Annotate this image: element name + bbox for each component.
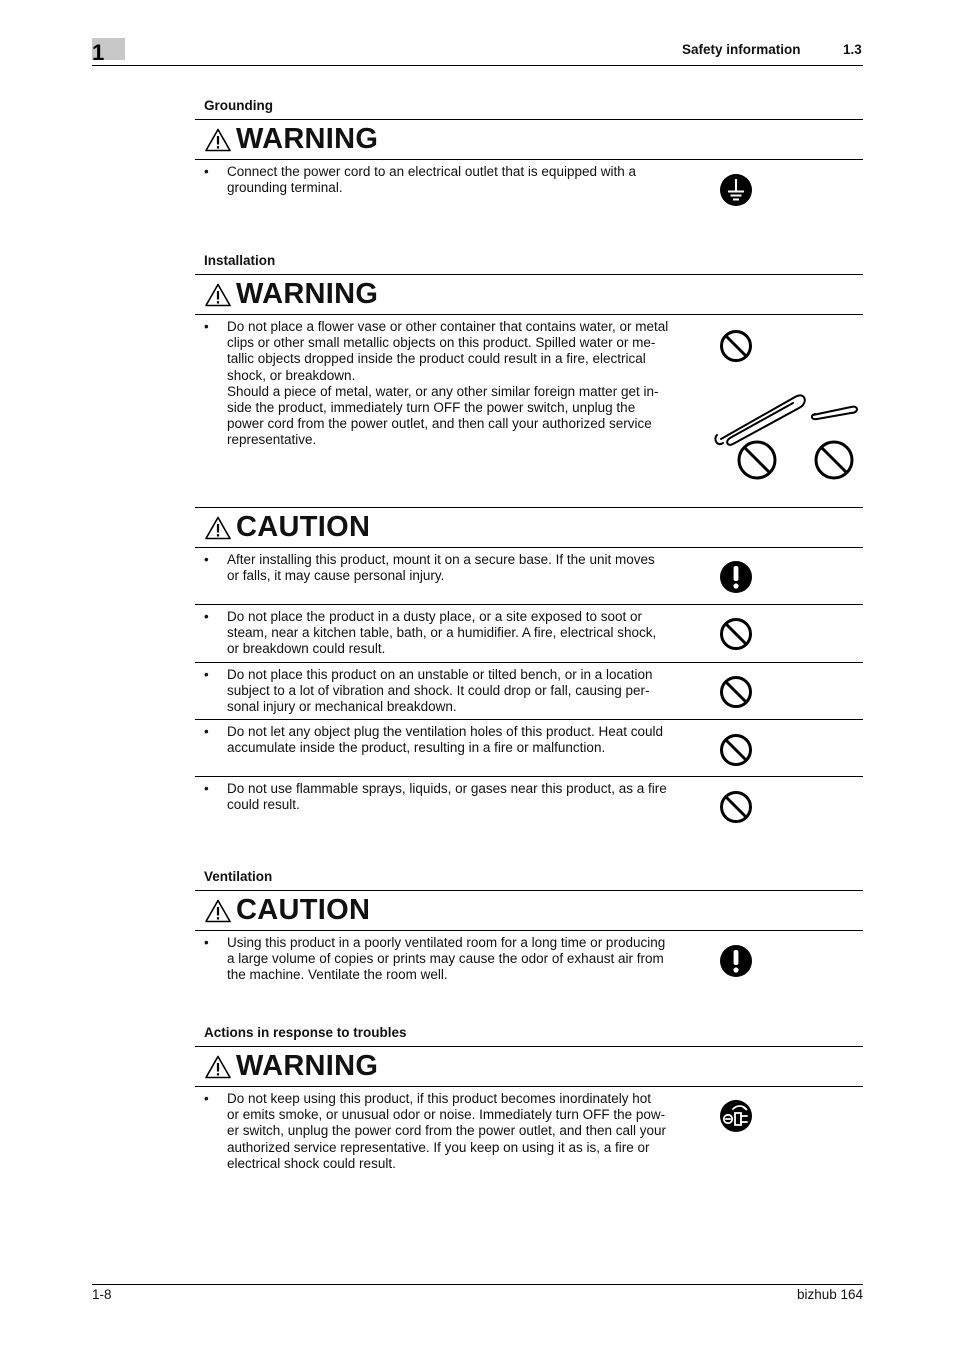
chapter-number: 1: [92, 40, 105, 65]
mandatory-action-icon: [719, 560, 753, 594]
caution-label: CAUTION: [236, 894, 371, 926]
prohibited-icon: [719, 617, 753, 651]
caution-triangle-icon: [205, 899, 231, 923]
header-section-number: 1.3: [843, 42, 862, 57]
product-name: bizhub 164: [796, 1287, 863, 1302]
bullet: •: [204, 319, 209, 334]
unplug-power-icon: [719, 1099, 753, 1133]
caution-header: [195, 507, 863, 548]
ventilation-caution-box: [195, 890, 863, 1001]
ventilation-heading: Ventilation: [204, 869, 273, 884]
installation-warning-box: [195, 274, 863, 505]
grounding-heading: Grounding: [204, 98, 273, 113]
item-text: Do not let any object plug the ventilation holes of this product. Heat could accumulate inside the product, resulting in a fire or malfunction.: [227, 724, 664, 756]
mandatory-action-icon: [719, 944, 753, 978]
warning-triangle-icon: [205, 1055, 231, 1079]
grounding-warning-box: [195, 119, 863, 230]
header-rule: [92, 65, 863, 66]
warning-header: [195, 1046, 863, 1087]
warning-triangle-icon: [205, 128, 231, 152]
bullet: •: [204, 552, 209, 567]
prohibited-icon: [719, 329, 753, 363]
bullet: •: [204, 781, 209, 796]
prohibited-icon: [719, 733, 753, 767]
caution-triangle-icon: [205, 516, 231, 540]
item-text: Connect the power cord to an electrical outlet that is equipped with a grounding terminal.: [227, 164, 636, 196]
list-item: [195, 605, 863, 663]
troubles-warning-box: [195, 1046, 863, 1187]
troubles-heading: Actions in response to troubles: [204, 1025, 407, 1040]
list-item: [195, 663, 863, 720]
bullet: •: [204, 667, 209, 682]
item-text: Using this product in a poorly ventilated room for a long time or producing a large volume of copies or prints may cause the odor of exhaust air from the machine. Ventilate the room well.: [227, 935, 666, 983]
bullet: •: [204, 935, 209, 950]
installation-heading: Installation: [204, 253, 276, 268]
list-item: [195, 315, 863, 505]
caution-label: CAUTION: [236, 511, 371, 543]
installation-caution-box: [195, 507, 863, 837]
item-text: Do not place a flower vase or other container that contains water, or metal clips or other small metallic objects on this product. Spilled water or me- tallic objects dropped inside the product could result in a fire, electrical shock, or breakdown. Should a piece of metal, water, or any other similar foreign matter get in- side the product, immediately turn OFF the power switch, unplug the power cord from the power outlet, and then call your authorized service representative.: [227, 319, 669, 448]
page-number: 1-8: [92, 1287, 112, 1302]
prohibited-icon: [719, 790, 753, 824]
item-text: Do not keep using this product, if this product becomes inordinately hot or emits smoke, or unusual odor or noise. Immediately turn OFF the pow- er switch, unplug the power cord from the power outlet, and then call your authorized service representative. If you keep on using it as is, a fire or electrical shock could result.: [227, 1091, 666, 1171]
bullet: •: [204, 724, 209, 739]
list-item: [195, 931, 863, 1001]
bullet: •: [204, 1091, 209, 1106]
metal-clips-prohibited-icon: [713, 389, 861, 481]
list-item: [195, 548, 863, 605]
item-text: Do not use flammable sprays, liquids, or gases near this product, as a fire could result.: [227, 781, 667, 813]
list-item: [195, 160, 863, 230]
list-item: [195, 1087, 863, 1187]
item-text: Do not place the product in a dusty place, or a site exposed to soot or steam, near a kitchen table, bath, or a humidifier. A fire, electrical shock, or breakdown could result.: [227, 609, 657, 657]
warning-label: WARNING: [236, 278, 379, 310]
prohibited-icon: [719, 675, 753, 709]
list-item: [195, 777, 863, 837]
item-text: Do not place this product on an unstable or tilted bench, or in a location subject to a lot of vibration and shock. It could drop or fall, causing per- sonal injury or mechanical breakdown.: [227, 667, 653, 715]
warning-header: [195, 274, 863, 315]
ground-connection-icon: [719, 173, 753, 207]
item-text: After installing this product, mount it on a secure base. If the unit moves or falls, it may cause personal injury.: [227, 552, 655, 584]
warning-label: WARNING: [236, 1050, 379, 1082]
warning-header: [195, 119, 863, 160]
caution-header: [195, 890, 863, 931]
bullet: •: [204, 609, 209, 624]
warning-triangle-icon: [205, 283, 231, 307]
bullet: •: [204, 164, 209, 179]
footer-rule: [92, 1284, 863, 1285]
warning-label: WARNING: [236, 123, 379, 155]
list-item: [195, 720, 863, 777]
header-title: Safety information: [682, 42, 801, 57]
